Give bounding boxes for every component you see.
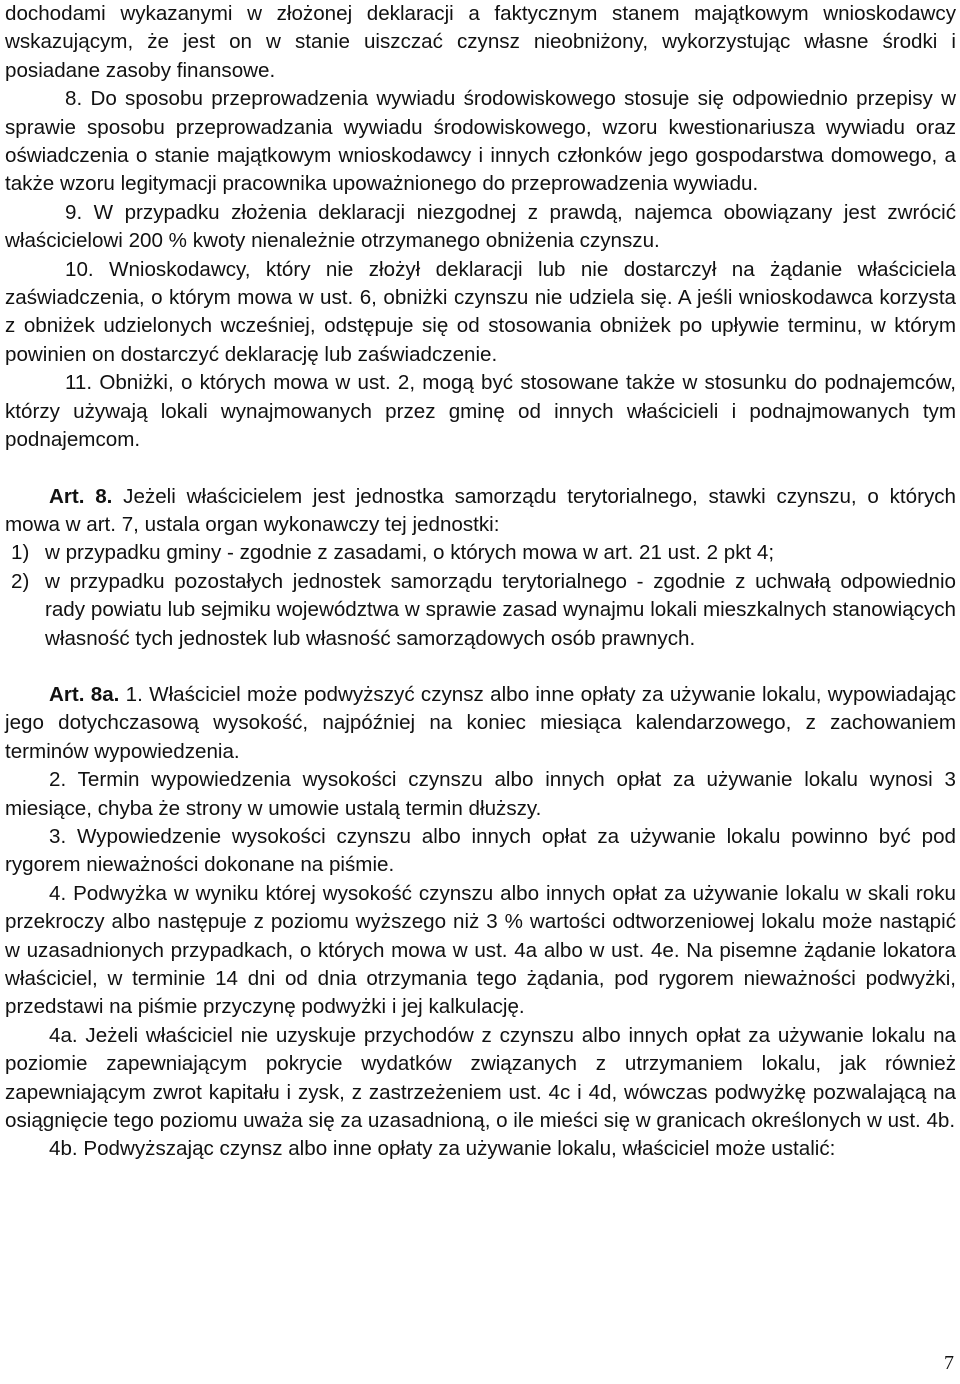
article-8a-label: Art. 8a. bbox=[49, 682, 120, 706]
article-8a-point-1: 1. Właściciel może podwyższyć czynsz albo inne opłaty za używanie lokalu, wypowiadając jego dotychczasową wysokość, najpóźniej na koniec miesiąca kalendarzowego, z zachowaniem terminów wypowiedzenia. bbox=[5, 682, 956, 763]
paragraph-11: 11. Obniżki, o których mowa w ust. 2, mogą być stosowane także w stosunku do podnajemców, którzy używają lokali wynajmowanych przez gminę od innych właścicieli i podnajmowanych tym podnajemcom. bbox=[5, 371, 956, 452]
article-8a-point-3: 3. Wypowiedzenie wysokości czynszu albo innych opłat za używanie lokalu powinno być pod rygorem nieważności dokonane na piśmie. bbox=[5, 824, 956, 877]
paragraph-intro: dochodami wykazanymi w złożonej deklaracji a faktycznym stanem majątkowym wnioskodawcy wskazującym, że jest on w stanie uiszczać czynsz nieobniżony, wykorzystując własne środki i posiadane zasoby finansowe. bbox=[5, 2, 956, 82]
list-item bbox=[5, 539, 956, 567]
paragraph-9: 9. W przypadku złożenia deklaracji niezgodnej z prawdą, najemca obowiązany jest zwrócić właścicielowi 200 % kwoty nienależnie otrzymanego obniżenia czynszu. bbox=[5, 200, 956, 253]
paragraph-8: 8. Do sposobu przeprowadzenia wywiadu środowiskowego stosuje się odpowiednio przepisy w sprawie sposobu przeprowadzania wywiadu środowiskowego, wzoru kwestionariusza wywiadu oraz oświadczenia o stanie majątkowym wnioskodawcy i innych członków jego gospodarstwa domowego, a także wzoru legitymacji pracownika upoważnionego do przeprowadzenia wywiadu. bbox=[5, 87, 956, 196]
article-8 bbox=[5, 483, 956, 540]
article-8-text: Jeżeli właścicielem jest jednostka samorządu terytorialnego, stawki czynszu, o których mowa w art. 7, ustala organ wykonawczy tej jednostki: bbox=[5, 484, 956, 536]
list-item-text: w przypadku gminy - zgodnie z zasadami, o których mowa w art. 21 ust. 2 pkt 4; bbox=[45, 541, 775, 565]
list-item-text: w przypadku pozostałych jednostek samorządu terytorialnego - zgodnie z uchwałą odpowiednio rady powiatu lub sejmiku województwa w sprawie zasad wynajmu lokali mieszkalnych stanowiących własność tych jednostek lub własność samorządowych osób prawnych. bbox=[45, 569, 956, 650]
article-8a bbox=[5, 681, 956, 766]
paragraph-10: 10. Wnioskodawcy, który nie złożył deklaracji lub nie dostarczył na żądanie właściciela zaświadczenia, o którym mowa w ust. 6, obniżki czynszu nie udziela się. A jeśli wnioskodawca korzysta z obniżek udzielonych wcześniej, odstępuje się od stosowania obniżek po upływie terminu, w którym powinien on dostarczyć deklarację lub zaświadczenie. bbox=[5, 257, 956, 366]
article-8a-point-4: 4. Podwyżka w wyniku której wysokość czynszu albo innych opłat za używanie lokalu w skali roku przekroczy albo następuje z poziomu wyższego niż 3 % wartości odtworzeniowej lokalu może nastąpić w uzasadnionych przypadkach, o których mowa w ust. 4a albo w ust. 4e. Na pisemne żądanie lokatora właściciel, w terminie 14 dni od dnia otrzymania tego żądania, pod rygorem nieważności podwyżki, przedstawi na piśmie przyczynę podwyżki i jej kalkulację. bbox=[5, 881, 956, 1019]
list-item-number: 2) bbox=[11, 569, 30, 593]
article-8a-point-4a: 4a. Jeżeli właściciel nie uzyskuje przychodów z czynszu albo innych opłat za używanie lokalu na poziomie zapewniającym pokrycie wydatków związanych z utrzymaniem lokalu, jak również zapewniającym zwrot kapitału i zysk, z zastrzeżeniem ust. 4c i 4d, wówczas podwyżkę pozwalającą na osiągnięcie tego poziomu uważa się za uzasadnioną, o ile mieści się w granicach określonych w ust. 4b. bbox=[5, 1023, 956, 1133]
article-8a-point-2: 2. Termin wypowiedzenia wysokości czynszu albo innych opłat za używanie lokalu wynosi 3 miesiące, chyba że strony w umowie ustalą termin dłuższy. bbox=[5, 768, 956, 820]
page-number: 7 bbox=[944, 1352, 954, 1374]
list-item bbox=[5, 568, 956, 653]
article-8a-point-4b: 4b. Podwyższając czynsz albo inne opłaty za używanie lokalu, właściciel może ustalić: bbox=[49, 1137, 836, 1161]
list-item-number: 1) bbox=[11, 541, 30, 565]
article-8-label: Art. 8. bbox=[49, 484, 113, 508]
document-page bbox=[5, 0, 956, 1164]
